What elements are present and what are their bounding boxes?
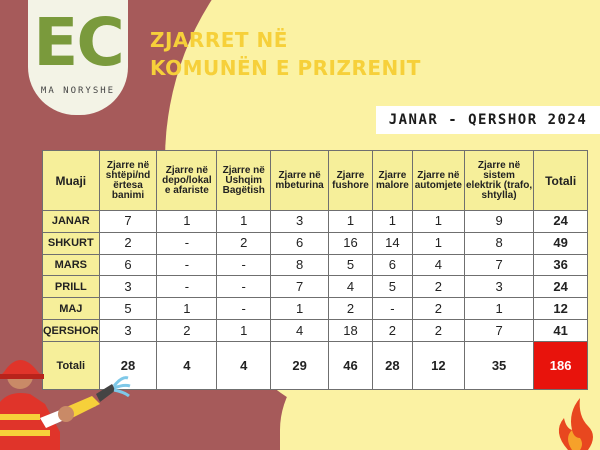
title-line-2: KOMUNËN E PRIZRENIT <box>150 56 421 80</box>
cell-vehicle: 4 <box>412 254 464 276</box>
total-cell: 28 <box>99 342 157 390</box>
cell-forest: 6 <box>372 254 412 276</box>
cell-forest: 2 <box>372 320 412 342</box>
cell-vehicle: 2 <box>412 276 464 298</box>
cell-business: 2 <box>157 320 217 342</box>
cell-residential: 6 <box>99 254 157 276</box>
period-label: JANAR - QERSHOR 2024 <box>376 106 600 134</box>
cell-waste: 4 <box>271 320 329 342</box>
logo-subtitle: MA NORYSHE <box>40 86 116 96</box>
month-cell: PRILL <box>43 276 100 298</box>
cell-forest: 5 <box>372 276 412 298</box>
table-body <box>43 211 588 342</box>
cell-forest: - <box>372 298 412 320</box>
header-cell-feed: Zjarre në Ushqim Bagëtish <box>217 151 271 211</box>
grand-total-cell: 186 <box>534 342 588 390</box>
header-cell-vehicle: Zjarre në automjete <box>412 151 464 211</box>
cell-feed: - <box>217 298 271 320</box>
cell-feed: - <box>217 276 271 298</box>
total-cell: 29 <box>271 342 329 390</box>
cell-forest: 14 <box>372 232 412 254</box>
total-cell: 35 <box>464 342 533 390</box>
total-cell: 12 <box>412 342 464 390</box>
table-row <box>43 254 588 276</box>
row-total-cell: 41 <box>534 320 588 342</box>
cell-feed: - <box>217 254 271 276</box>
row-total-cell: 12 <box>534 298 588 320</box>
cell-field: 2 <box>329 298 373 320</box>
cell-residential: 7 <box>99 211 157 233</box>
title-line-1: ZJARRET NË <box>150 28 288 52</box>
cell-waste: 3 <box>271 211 329 233</box>
firefighter-illustration <box>0 332 140 450</box>
cell-electrical: 3 <box>464 276 533 298</box>
header-cell-electrical: Zjarre në sistem elektrik (trafo, shtylla) <box>464 151 533 211</box>
table-row <box>43 276 588 298</box>
month-cell: MAJ <box>43 298 100 320</box>
total-cell: 28 <box>372 342 412 390</box>
cell-electrical: 9 <box>464 211 533 233</box>
cell-business: 1 <box>157 211 217 233</box>
month-cell: JANAR <box>43 211 100 233</box>
header-cell-forest: Zjarre malore <box>372 151 412 211</box>
cell-forest: 1 <box>372 211 412 233</box>
cell-feed: 2 <box>217 232 271 254</box>
cell-residential: 3 <box>99 276 157 298</box>
cell-residential: 5 <box>99 298 157 320</box>
header-row <box>43 151 588 211</box>
cell-electrical: 7 <box>464 320 533 342</box>
logo-letters: EC <box>33 4 123 81</box>
cell-electrical: 7 <box>464 254 533 276</box>
cell-vehicle: 2 <box>412 298 464 320</box>
cell-field: 18 <box>329 320 373 342</box>
cell-business: - <box>157 232 217 254</box>
cell-business: - <box>157 254 217 276</box>
header-cell-waste: Zjarre në mbeturina <box>271 151 329 211</box>
header-cell-residential: Zjarre në shtëpi/nd ërtesa banimi <box>99 151 157 211</box>
row-total-cell: 49 <box>534 232 588 254</box>
row-total-cell: 36 <box>534 254 588 276</box>
total-cell: 46 <box>329 342 373 390</box>
totals-label: Totali <box>43 342 100 390</box>
cell-residential: 3 <box>99 320 157 342</box>
cell-residential: 2 <box>99 232 157 254</box>
table-header <box>43 151 588 211</box>
page-title <box>150 26 510 82</box>
cell-waste: 7 <box>271 276 329 298</box>
total-cell: 4 <box>157 342 217 390</box>
header-cell-total: Totali <box>534 151 588 211</box>
total-cell: 4 <box>217 342 271 390</box>
cell-business: 1 <box>157 298 217 320</box>
cell-electrical: 8 <box>464 232 533 254</box>
cell-vehicle: 2 <box>412 320 464 342</box>
cell-business: - <box>157 276 217 298</box>
cell-field: 5 <box>329 254 373 276</box>
cell-field: 4 <box>329 276 373 298</box>
cell-waste: 8 <box>271 254 329 276</box>
row-total-cell: 24 <box>534 211 588 233</box>
cell-field: 1 <box>329 211 373 233</box>
cell-feed: 1 <box>217 320 271 342</box>
logo <box>28 0 128 115</box>
header-cell-business: Zjarre në depo/lokal e afariste <box>157 151 217 211</box>
cell-waste: 6 <box>271 232 329 254</box>
table-row <box>43 232 588 254</box>
cell-electrical: 1 <box>464 298 533 320</box>
month-cell: QERSHOR <box>43 320 100 342</box>
header-cell-field: Zjarre fushore <box>329 151 373 211</box>
table-row <box>43 211 588 233</box>
flames-illustration <box>548 392 600 450</box>
month-cell: MARS <box>43 254 100 276</box>
header-cell-month: Muaji <box>43 151 100 211</box>
month-cell: SHKURT <box>43 232 100 254</box>
cell-vehicle: 1 <box>412 211 464 233</box>
cell-waste: 1 <box>271 298 329 320</box>
cell-field: 16 <box>329 232 373 254</box>
row-total-cell: 24 <box>534 276 588 298</box>
table-row <box>43 298 588 320</box>
cell-feed: 1 <box>217 211 271 233</box>
cell-vehicle: 1 <box>412 232 464 254</box>
